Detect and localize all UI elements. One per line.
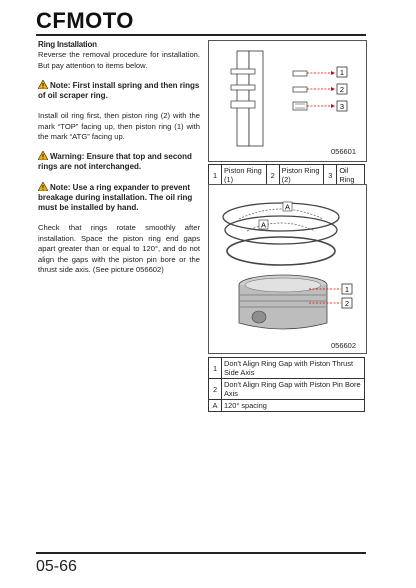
page-number: 05-66: [36, 558, 77, 575]
table-row: [209, 358, 365, 379]
install-order-text: Install oil ring first, then piston ring (2) with the mark “TOP” facing up, then piston ring (1) with the mark “ATG” facing up.: [38, 111, 200, 142]
ring-section-drawing: [209, 41, 366, 161]
legend-num: 1: [209, 358, 222, 379]
gap-spacing-text: Check that rings rotate smoothly after installation. Space the piston ring end gaps apart greater than or equal to 120°, and do not align the gaps with the piston pin bore or the thrust side axis. (See picture 056602): [38, 223, 200, 275]
warning-not-interchanged: [38, 151, 200, 172]
footer-rule: [36, 552, 366, 554]
callout-label-3: 3: [339, 102, 345, 111]
note2-text: Note: Use a ring expander to prevent breakage during installation. The oil ring must be installed by hand.: [38, 183, 193, 213]
figure1-code: 056601: [331, 147, 357, 156]
spacing-mark-a: A: [284, 202, 291, 212]
callout-label-1: 1: [339, 68, 345, 77]
caution-icon: [38, 80, 48, 89]
legend-label: Don't Align Ring Gap with Piston Pin Bore Axis: [222, 379, 365, 400]
note-ring-expander: [38, 182, 200, 213]
caution-icon: [38, 182, 48, 191]
table-row: [209, 379, 365, 400]
intro-text: Reverse the removal procedure for installation. But pay attention to items below.: [38, 50, 200, 70]
table-row: [209, 165, 365, 186]
legend-num: 1: [209, 165, 222, 186]
legend-label: Oil Ring: [337, 165, 365, 186]
callout-label-2: 2: [339, 85, 345, 94]
note-spring-first: [38, 80, 200, 101]
table-row: [209, 400, 365, 412]
legend-label: Piston Ring (2): [279, 165, 324, 186]
legend-label: Don't Align Ring Gap with Piston Thrust Side Axis: [222, 358, 365, 379]
legend-num: 2: [266, 165, 279, 186]
warning-text: Warning: Ensure that top and second rings are not interchanged.: [38, 152, 192, 172]
note1-text: Note: First install spring and then rings of oil scraper ring.: [38, 81, 200, 101]
legend-label: Piston Ring (1): [222, 165, 267, 186]
ring-gap-drawing: [209, 185, 366, 353]
legend-num: 3: [324, 165, 337, 186]
spacing-mark-a: A: [260, 220, 267, 230]
legend-num: 2: [209, 379, 222, 400]
callout-label-2: 2: [344, 299, 350, 308]
section-title: Ring Installation: [38, 40, 97, 49]
callout-label-1: 1: [344, 285, 350, 294]
header-rule: [36, 34, 366, 36]
figure2-code: 056602: [331, 341, 357, 350]
brand-logo: CFMOTO: [36, 8, 134, 33]
legend-table-figure1: [208, 164, 365, 186]
warning-icon: [38, 151, 48, 160]
legend-label: 120° spacing: [222, 400, 365, 412]
figure-ring-gap-spacing: [208, 184, 367, 354]
legend-table-figure2: [208, 357, 365, 412]
instruction-column: [38, 40, 200, 284]
legend-num: A: [209, 400, 222, 412]
figure-ring-orientation: [208, 40, 367, 162]
